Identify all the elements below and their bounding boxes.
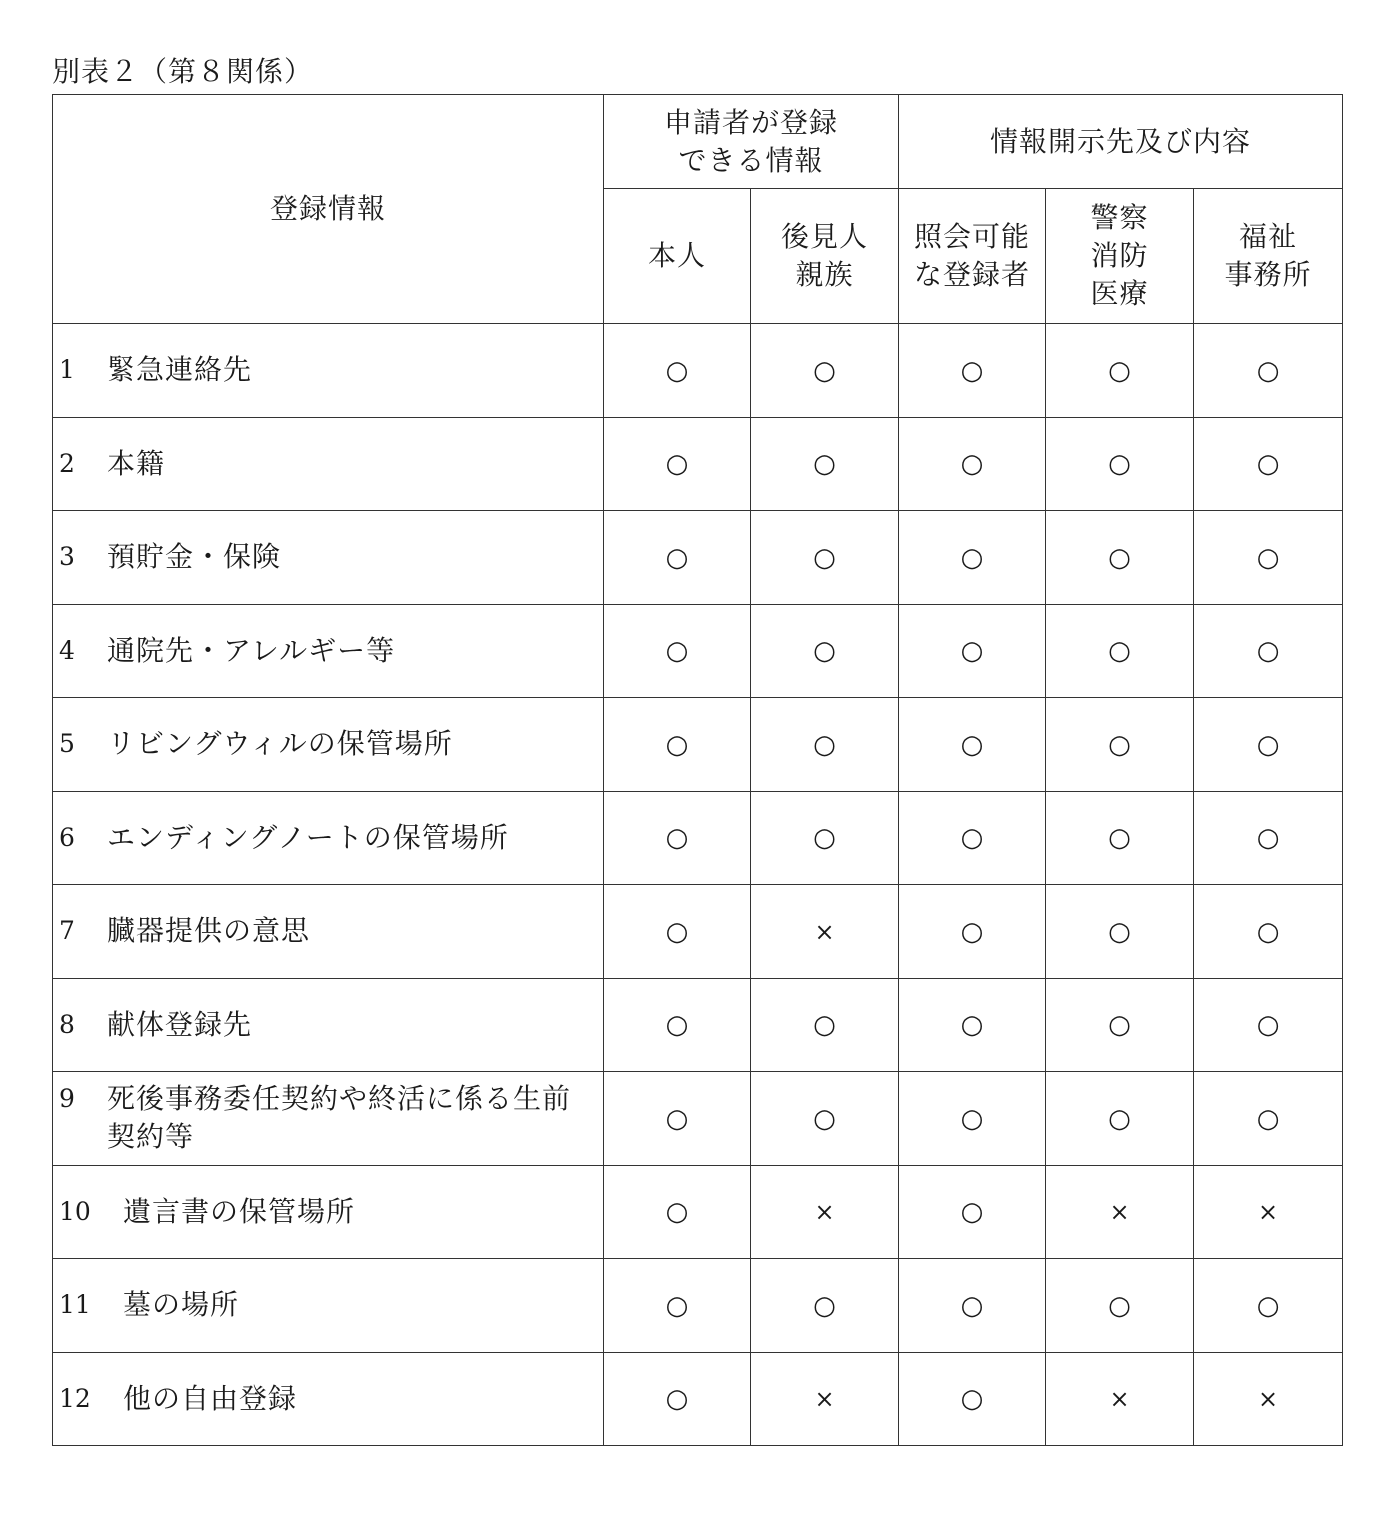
mark-cell xyxy=(899,511,1046,605)
circle-mark: ○ xyxy=(1108,916,1131,947)
circle-mark: ○ xyxy=(813,729,836,760)
circle-mark: ○ xyxy=(1108,542,1131,573)
circle-mark: ○ xyxy=(1256,823,1280,854)
row-label-cell xyxy=(53,791,604,885)
row-label: 他の自由登録 xyxy=(123,1381,298,1415)
row-label-cell xyxy=(53,885,604,979)
circle-mark: ○ xyxy=(813,355,836,386)
mark-cell xyxy=(1046,698,1194,792)
mark-cell xyxy=(1046,1352,1194,1446)
row-label: 墓の場所 xyxy=(123,1288,240,1322)
mark-cell xyxy=(1194,698,1343,792)
mark-cell xyxy=(604,1352,751,1446)
circle-mark: ○ xyxy=(1256,1290,1280,1321)
row-number: 8 xyxy=(59,1009,75,1039)
mark-cell xyxy=(899,1072,1046,1166)
row-label: 通院先・アレルギー等 xyxy=(107,633,396,667)
mark-cell xyxy=(1046,1165,1194,1259)
mark-cell xyxy=(604,698,751,792)
mark-cell xyxy=(1046,417,1194,511)
circle-mark: ○ xyxy=(665,1010,689,1041)
column-header-self xyxy=(604,189,751,324)
circle-mark: ○ xyxy=(665,1290,689,1321)
mark-cell xyxy=(604,1072,751,1166)
mark-cell xyxy=(1194,978,1343,1072)
column-header-line: な登録者 xyxy=(914,258,1031,291)
column-header-line: 照会可能 xyxy=(914,220,1031,253)
header-row-top xyxy=(53,95,1343,189)
circle-mark: ○ xyxy=(813,1103,836,1134)
table-row xyxy=(53,324,1343,418)
mark-cell xyxy=(1046,978,1194,1072)
mark-cell xyxy=(1194,885,1343,979)
mark-cell xyxy=(604,791,751,885)
circle-mark: ○ xyxy=(813,636,836,667)
column-header-line: 消防 xyxy=(1090,239,1149,272)
circle-mark: ○ xyxy=(665,1384,689,1415)
row-label: 遺言書の保管場所 xyxy=(123,1194,356,1228)
table-row xyxy=(53,417,1343,511)
mark-cell xyxy=(751,604,899,698)
mark-cell xyxy=(899,791,1046,885)
row-number: 9 xyxy=(59,1084,75,1114)
table-caption: 別表２（第８関係） xyxy=(52,55,314,88)
circle-mark: ○ xyxy=(960,729,984,760)
cross-mark: × xyxy=(1109,1198,1130,1227)
circle-mark: ○ xyxy=(960,355,984,386)
mark-cell xyxy=(899,417,1046,511)
mark-cell xyxy=(1194,604,1343,698)
row-label-cell xyxy=(53,511,604,605)
column-header-welfare-office xyxy=(1194,189,1343,324)
row-label-cell xyxy=(53,1072,604,1166)
cross-mark: × xyxy=(1109,1385,1130,1414)
table-row xyxy=(53,1072,1343,1166)
registration-info-table xyxy=(52,94,1343,1446)
row-number: 10 xyxy=(59,1196,91,1226)
circle-mark: ○ xyxy=(1256,729,1280,760)
mark-cell xyxy=(751,885,899,979)
column-header-guardian-family xyxy=(751,189,899,324)
cross-mark: × xyxy=(1257,1198,1279,1227)
circle-mark: ○ xyxy=(1108,449,1131,480)
mark-cell xyxy=(1194,511,1343,605)
row-label-cell xyxy=(53,1259,604,1353)
mark-cell xyxy=(604,1259,751,1353)
row-label: リビングウィルの保管場所 xyxy=(107,727,453,761)
mark-cell xyxy=(1194,791,1343,885)
table-row xyxy=(53,1259,1343,1353)
row-number: 5 xyxy=(59,729,75,759)
table-row xyxy=(53,698,1343,792)
circle-mark: ○ xyxy=(960,1384,984,1415)
applicant-group-line: できる情報 xyxy=(678,143,824,177)
circle-mark: ○ xyxy=(1108,823,1131,854)
mark-cell xyxy=(1046,791,1194,885)
circle-mark: ○ xyxy=(665,729,689,760)
mark-cell xyxy=(899,978,1046,1072)
circle-mark: ○ xyxy=(813,449,836,480)
mark-cell xyxy=(751,511,899,605)
table-row xyxy=(53,1165,1343,1259)
table-row xyxy=(53,885,1343,979)
circle-mark: ○ xyxy=(960,542,984,573)
mark-cell xyxy=(604,1165,751,1259)
mark-cell xyxy=(899,1352,1046,1446)
column-header-line: 本人 xyxy=(647,239,706,272)
row-label-cell xyxy=(53,604,604,698)
circle-mark: ○ xyxy=(1256,916,1280,947)
circle-mark: ○ xyxy=(813,542,836,573)
circle-mark: ○ xyxy=(1108,636,1131,667)
mark-cell xyxy=(751,978,899,1072)
mark-cell xyxy=(1046,511,1194,605)
circle-mark: ○ xyxy=(960,1290,984,1321)
mark-cell xyxy=(604,885,751,979)
registered-info-header-label: 登録情報 xyxy=(269,192,386,225)
mark-cell xyxy=(1046,324,1194,418)
applicant-group-line: 申請者が登録 xyxy=(664,105,839,139)
circle-mark: ○ xyxy=(665,449,689,480)
row-number: 2 xyxy=(59,448,75,478)
circle-mark: ○ xyxy=(813,823,836,854)
row-label-cell xyxy=(53,417,604,511)
row-number: 7 xyxy=(59,916,75,946)
row-number: 11 xyxy=(59,1290,91,1320)
table-row xyxy=(53,604,1343,698)
circle-mark: ○ xyxy=(1108,729,1131,760)
column-header-line: 警察 xyxy=(1090,201,1149,234)
circle-mark: ○ xyxy=(813,1290,836,1321)
column-header-line: 事務所 xyxy=(1224,258,1312,291)
circle-mark: ○ xyxy=(960,449,984,480)
row-label: 緊急連絡先 xyxy=(107,353,253,387)
table-row xyxy=(53,1352,1343,1446)
applicant-group-header xyxy=(604,95,899,189)
mark-cell xyxy=(1194,1165,1343,1259)
circle-mark: ○ xyxy=(813,1010,836,1041)
column-header-line: 後見人 xyxy=(781,220,869,253)
circle-mark: ○ xyxy=(1256,355,1280,386)
mark-cell xyxy=(604,978,751,1072)
table-row xyxy=(53,978,1343,1072)
circle-mark: ○ xyxy=(665,542,689,573)
circle-mark: ○ xyxy=(1256,1010,1280,1041)
mark-cell xyxy=(604,324,751,418)
column-header-police-fire-medical xyxy=(1046,189,1194,324)
disclosure-group-label: 情報開示先及び内容 xyxy=(990,124,1252,158)
mark-cell xyxy=(1194,1259,1343,1353)
circle-mark: ○ xyxy=(1108,355,1131,386)
circle-mark: ○ xyxy=(960,823,984,854)
row-label-cell xyxy=(53,698,604,792)
row-label-cell xyxy=(53,1165,604,1259)
mark-cell xyxy=(1194,324,1343,418)
mark-cell xyxy=(751,1072,899,1166)
row-label: 本籍 xyxy=(107,446,166,480)
row-label: エンディングノートの保管場所 xyxy=(107,820,509,854)
mark-cell xyxy=(751,1259,899,1353)
table-body xyxy=(53,324,1343,1446)
row-label-cell xyxy=(53,1352,604,1446)
circle-mark: ○ xyxy=(665,1103,689,1134)
mark-cell xyxy=(1046,1072,1194,1166)
table-row xyxy=(53,791,1343,885)
mark-cell xyxy=(751,417,899,511)
mark-cell xyxy=(899,885,1046,979)
mark-cell xyxy=(1046,604,1194,698)
circle-mark: ○ xyxy=(1256,449,1280,480)
circle-mark: ○ xyxy=(1108,1010,1131,1041)
mark-cell xyxy=(751,791,899,885)
circle-mark: ○ xyxy=(960,1103,984,1134)
row-label-cell xyxy=(53,978,604,1072)
mark-cell xyxy=(751,324,899,418)
column-header-inquiry-registrant xyxy=(899,189,1046,324)
row-number: 4 xyxy=(59,635,75,665)
mark-cell xyxy=(604,604,751,698)
mark-cell xyxy=(751,698,899,792)
cross-mark: × xyxy=(814,1198,835,1227)
circle-mark: ○ xyxy=(665,355,689,386)
circle-mark: ○ xyxy=(960,1197,984,1228)
registered-info-header xyxy=(53,95,604,324)
column-header-line: 親族 xyxy=(795,258,854,291)
circle-mark: ○ xyxy=(960,1010,984,1041)
row-number: 6 xyxy=(59,822,75,852)
circle-mark: ○ xyxy=(665,636,689,667)
table-row xyxy=(53,511,1343,605)
mark-cell xyxy=(899,324,1046,418)
row-label: 預貯金・保険 xyxy=(107,540,282,574)
column-header-line: 福祉 xyxy=(1239,220,1298,253)
circle-mark: ○ xyxy=(665,823,689,854)
mark-cell xyxy=(899,1259,1046,1353)
circle-mark: ○ xyxy=(960,636,984,667)
mark-cell xyxy=(604,417,751,511)
mark-cell xyxy=(1046,1259,1194,1353)
mark-cell xyxy=(899,604,1046,698)
circle-mark: ○ xyxy=(665,916,689,947)
mark-cell xyxy=(1194,1072,1343,1166)
mark-cell xyxy=(1194,1352,1343,1446)
mark-cell xyxy=(899,1165,1046,1259)
mark-cell xyxy=(751,1165,899,1259)
circle-mark: ○ xyxy=(1108,1290,1131,1321)
cross-mark: × xyxy=(814,1385,835,1414)
mark-cell xyxy=(899,698,1046,792)
row-label: 死後事務委任契約や終活に係る生前契約等 xyxy=(107,1082,572,1154)
cross-mark: × xyxy=(1257,1385,1279,1414)
row-number: 1 xyxy=(59,355,75,385)
circle-mark: ○ xyxy=(1256,1103,1280,1134)
circle-mark: ○ xyxy=(1256,636,1280,667)
mark-cell xyxy=(1046,885,1194,979)
row-number: 12 xyxy=(59,1383,91,1413)
row-label-cell xyxy=(53,324,604,418)
mark-cell xyxy=(1194,417,1343,511)
circle-mark: ○ xyxy=(1108,1103,1131,1134)
mark-cell xyxy=(751,1352,899,1446)
circle-mark: ○ xyxy=(665,1197,689,1228)
circle-mark: ○ xyxy=(1256,542,1280,573)
mark-cell xyxy=(604,511,751,605)
row-number: 3 xyxy=(59,542,75,572)
row-label: 献体登録先 xyxy=(107,1007,253,1041)
row-label: 臓器提供の意思 xyxy=(107,914,311,948)
circle-mark: ○ xyxy=(960,916,984,947)
cross-mark: × xyxy=(814,917,835,946)
disclosure-group-header xyxy=(899,95,1343,189)
column-header-line: 医療 xyxy=(1090,277,1149,310)
